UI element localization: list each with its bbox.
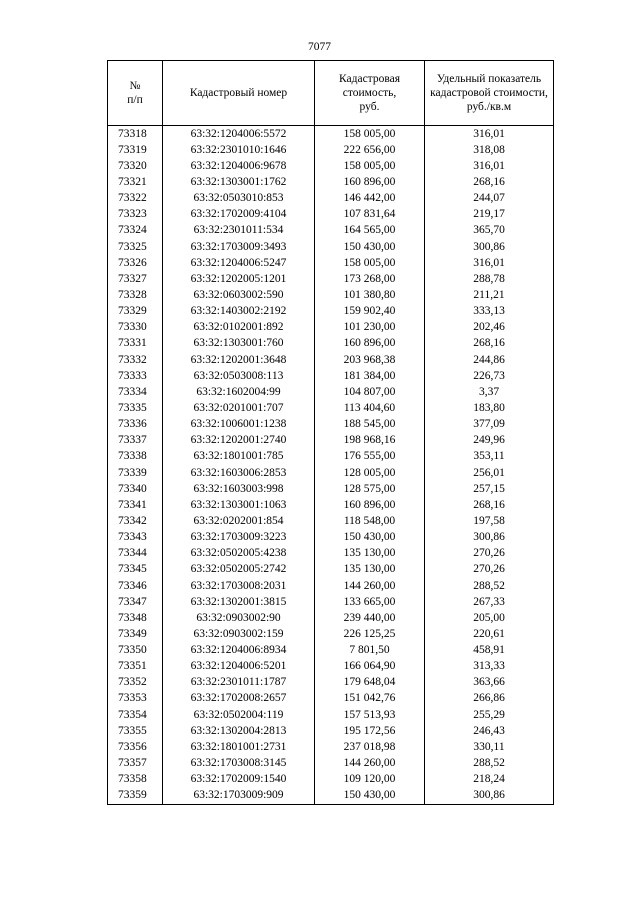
cadastral-cost: 237 018,98 xyxy=(315,739,425,755)
table-row xyxy=(108,191,554,207)
header-specific-cost: Удельный показатель кадастровой стоимости, руб./кв.м xyxy=(425,61,554,126)
cadastral-number: 63:32:2301011:534 xyxy=(163,223,315,239)
table-row xyxy=(108,255,554,271)
cadastral-number: 63:32:1202001:3648 xyxy=(163,352,315,368)
cadastral-number: 63:32:1204006:5201 xyxy=(163,659,315,675)
cadastral-cost: 222 656,00 xyxy=(315,142,425,158)
specific-cost: 318,08 xyxy=(425,142,554,158)
row-number: 73356 xyxy=(108,739,163,755)
row-number: 73354 xyxy=(108,707,163,723)
table-row xyxy=(108,578,554,594)
row-number: 73336 xyxy=(108,417,163,433)
table-row xyxy=(108,626,554,642)
cadastral-cost: 179 648,04 xyxy=(315,675,425,691)
cadastral-number: 63:32:0202001:854 xyxy=(163,513,315,529)
cadastral-number: 63:32:1703009:3223 xyxy=(163,530,315,546)
cadastral-number: 63:32:1703009:909 xyxy=(163,788,315,805)
specific-cost: 244,07 xyxy=(425,191,554,207)
table-row xyxy=(108,546,554,562)
cadastral-cost: 7 801,50 xyxy=(315,643,425,659)
table-row xyxy=(108,287,554,303)
table-header xyxy=(108,61,554,126)
specific-cost: 458,91 xyxy=(425,643,554,659)
specific-cost: 353,11 xyxy=(425,449,554,465)
specific-cost: 300,86 xyxy=(425,530,554,546)
specific-cost: 257,15 xyxy=(425,481,554,497)
cadastral-number: 63:32:0503010:853 xyxy=(163,191,315,207)
specific-cost: 288,52 xyxy=(425,755,554,771)
cadastral-number: 63:32:0102001:892 xyxy=(163,320,315,336)
cadastral-number: 63:32:1702008:2657 xyxy=(163,691,315,707)
cadastral-table xyxy=(107,60,554,805)
table-row xyxy=(108,465,554,481)
row-number: 73329 xyxy=(108,304,163,320)
specific-cost: 330,11 xyxy=(425,739,554,755)
specific-cost: 316,01 xyxy=(425,126,554,143)
specific-cost: 377,09 xyxy=(425,417,554,433)
table-row xyxy=(108,562,554,578)
row-number: 73340 xyxy=(108,481,163,497)
specific-cost: 202,46 xyxy=(425,320,554,336)
row-number: 73346 xyxy=(108,578,163,594)
row-number: 73341 xyxy=(108,497,163,513)
specific-cost: 197,58 xyxy=(425,513,554,529)
table-row xyxy=(108,530,554,546)
specific-cost: 288,52 xyxy=(425,578,554,594)
specific-cost: 267,33 xyxy=(425,594,554,610)
cadastral-cost: 104 807,00 xyxy=(315,384,425,400)
row-number: 73347 xyxy=(108,594,163,610)
specific-cost: 183,80 xyxy=(425,400,554,416)
table-row xyxy=(108,755,554,771)
specific-cost: 246,43 xyxy=(425,723,554,739)
specific-cost: 211,21 xyxy=(425,287,554,303)
table-row xyxy=(108,142,554,158)
row-number: 73357 xyxy=(108,755,163,771)
cadastral-number: 63:32:2301010:1646 xyxy=(163,142,315,158)
table-row xyxy=(108,320,554,336)
cadastral-number: 63:32:1403002:2192 xyxy=(163,304,315,320)
cadastral-number: 63:32:1801001:2731 xyxy=(163,739,315,755)
table-row xyxy=(108,449,554,465)
cadastral-number: 63:32:0502005:4238 xyxy=(163,546,315,562)
cadastral-cost: 158 005,00 xyxy=(315,158,425,174)
specific-cost: 363,66 xyxy=(425,675,554,691)
specific-cost: 244,86 xyxy=(425,352,554,368)
row-number: 73324 xyxy=(108,223,163,239)
cadastral-number: 63:32:2301011:1787 xyxy=(163,675,315,691)
cadastral-number: 63:32:1204006:5572 xyxy=(163,126,315,143)
row-number: 73327 xyxy=(108,271,163,287)
cadastral-cost: 151 042,76 xyxy=(315,691,425,707)
specific-cost: 270,26 xyxy=(425,562,554,578)
table-row xyxy=(108,352,554,368)
cadastral-number: 63:32:1204006:8934 xyxy=(163,643,315,659)
table-row xyxy=(108,368,554,384)
cadastral-cost: 166 064,90 xyxy=(315,659,425,675)
cadastral-cost: 101 380,80 xyxy=(315,287,425,303)
cadastral-cost: 150 430,00 xyxy=(315,239,425,255)
cadastral-number: 63:32:1204006:9678 xyxy=(163,158,315,174)
row-number: 73325 xyxy=(108,239,163,255)
specific-cost: 266,86 xyxy=(425,691,554,707)
table-row xyxy=(108,691,554,707)
row-number: 73330 xyxy=(108,320,163,336)
specific-cost: 333,13 xyxy=(425,304,554,320)
cadastral-cost: 158 005,00 xyxy=(315,126,425,143)
row-number: 73328 xyxy=(108,287,163,303)
specific-cost: 249,96 xyxy=(425,433,554,449)
row-number: 73351 xyxy=(108,659,163,675)
row-number: 73323 xyxy=(108,207,163,223)
cadastral-cost: 144 260,00 xyxy=(315,578,425,594)
cadastral-number: 63:32:1702009:1540 xyxy=(163,772,315,788)
table-row xyxy=(108,158,554,174)
row-number: 73344 xyxy=(108,546,163,562)
row-number: 73319 xyxy=(108,142,163,158)
specific-cost: 256,01 xyxy=(425,465,554,481)
cadastral-cost: 181 384,00 xyxy=(315,368,425,384)
table-row xyxy=(108,723,554,739)
specific-cost: 218,24 xyxy=(425,772,554,788)
table-row xyxy=(108,659,554,675)
cadastral-cost: 164 565,00 xyxy=(315,223,425,239)
cadastral-number: 63:32:0903002:159 xyxy=(163,626,315,642)
cadastral-cost: 203 968,38 xyxy=(315,352,425,368)
specific-cost: 300,86 xyxy=(425,239,554,255)
table-row xyxy=(108,304,554,320)
cadastral-cost: 128 575,00 xyxy=(315,481,425,497)
cadastral-number: 63:32:1006001:1238 xyxy=(163,417,315,433)
cadastral-cost: 188 545,00 xyxy=(315,417,425,433)
row-number: 73355 xyxy=(108,723,163,739)
row-number: 73326 xyxy=(108,255,163,271)
specific-cost: 313,33 xyxy=(425,659,554,675)
table-row xyxy=(108,594,554,610)
table-row xyxy=(108,400,554,416)
cadastral-number: 63:32:1703008:3145 xyxy=(163,755,315,771)
table-row xyxy=(108,417,554,433)
row-number: 73320 xyxy=(108,158,163,174)
table-row xyxy=(108,126,554,143)
table-row xyxy=(108,384,554,400)
row-number: 73332 xyxy=(108,352,163,368)
cadastral-cost: 135 130,00 xyxy=(315,546,425,562)
row-number: 73337 xyxy=(108,433,163,449)
cadastral-number: 63:32:1602004:99 xyxy=(163,384,315,400)
table-row xyxy=(108,675,554,691)
row-number: 73349 xyxy=(108,626,163,642)
cadastral-cost: 150 430,00 xyxy=(315,530,425,546)
row-number: 73353 xyxy=(108,691,163,707)
specific-cost: 205,00 xyxy=(425,610,554,626)
cadastral-number: 63:32:0903002:90 xyxy=(163,610,315,626)
table-row xyxy=(108,239,554,255)
specific-cost: 268,16 xyxy=(425,497,554,513)
specific-cost: 226,73 xyxy=(425,368,554,384)
row-number: 73321 xyxy=(108,174,163,190)
table-row xyxy=(108,610,554,626)
cadastral-cost: 160 896,00 xyxy=(315,336,425,352)
cadastral-number: 63:32:0603002:590 xyxy=(163,287,315,303)
cadastral-cost: 113 404,60 xyxy=(315,400,425,416)
specific-cost: 3,37 xyxy=(425,384,554,400)
cadastral-number: 63:32:1202005:1201 xyxy=(163,271,315,287)
table-row xyxy=(108,497,554,513)
cadastral-number: 63:32:0201001:707 xyxy=(163,400,315,416)
cadastral-cost: 135 130,00 xyxy=(315,562,425,578)
cadastral-number: 63:32:0502005:2742 xyxy=(163,562,315,578)
table-row xyxy=(108,223,554,239)
table-row xyxy=(108,207,554,223)
row-number: 73333 xyxy=(108,368,163,384)
cadastral-number: 63:32:1603006:2853 xyxy=(163,465,315,481)
cadastral-cost: 118 548,00 xyxy=(315,513,425,529)
table-row xyxy=(108,739,554,755)
cadastral-cost: 133 665,00 xyxy=(315,594,425,610)
cadastral-cost: 160 896,00 xyxy=(315,497,425,513)
table-row xyxy=(108,336,554,352)
table-row xyxy=(108,772,554,788)
cadastral-cost: 101 230,00 xyxy=(315,320,425,336)
row-number: 73335 xyxy=(108,400,163,416)
row-number: 73339 xyxy=(108,465,163,481)
cadastral-cost: 146 442,00 xyxy=(315,191,425,207)
table-row xyxy=(108,513,554,529)
cadastral-cost: 157 513,93 xyxy=(315,707,425,723)
specific-cost: 288,78 xyxy=(425,271,554,287)
header-cadastral-cost: Кадастровая стоимость, руб. xyxy=(315,61,425,126)
page-number: 7077 xyxy=(308,41,331,53)
table-row xyxy=(108,481,554,497)
table-row xyxy=(108,788,554,805)
cadastral-cost: 176 555,00 xyxy=(315,449,425,465)
cadastral-number: 63:32:1302001:3815 xyxy=(163,594,315,610)
cadastral-cost: 107 831,64 xyxy=(315,207,425,223)
cadastral-cost: 144 260,00 xyxy=(315,755,425,771)
row-number: 73350 xyxy=(108,643,163,659)
row-number: 73359 xyxy=(108,788,163,805)
cadastral-cost: 158 005,00 xyxy=(315,255,425,271)
row-number: 73318 xyxy=(108,126,163,143)
row-number: 73358 xyxy=(108,772,163,788)
cadastral-cost: 239 440,00 xyxy=(315,610,425,626)
cadastral-cost: 128 005,00 xyxy=(315,465,425,481)
table-row xyxy=(108,707,554,723)
specific-cost: 365,70 xyxy=(425,223,554,239)
cadastral-number: 63:32:1302004:2813 xyxy=(163,723,315,739)
cadastral-number: 63:32:0503008:113 xyxy=(163,368,315,384)
cadastral-number: 63:32:1202001:2740 xyxy=(163,433,315,449)
specific-cost: 316,01 xyxy=(425,158,554,174)
cadastral-number: 63:32:1703008:2031 xyxy=(163,578,315,594)
row-number: 73343 xyxy=(108,530,163,546)
cadastral-cost: 150 430,00 xyxy=(315,788,425,805)
cadastral-number: 63:32:1303001:1762 xyxy=(163,174,315,190)
table-row xyxy=(108,174,554,190)
specific-cost: 219,17 xyxy=(425,207,554,223)
cadastral-cost: 109 120,00 xyxy=(315,772,425,788)
cadastral-number: 63:32:1204006:5247 xyxy=(163,255,315,271)
table-row xyxy=(108,433,554,449)
header-cadastral-number: Кадастровый номер xyxy=(163,61,315,126)
specific-cost: 270,26 xyxy=(425,546,554,562)
cadastral-number: 63:32:1603003:998 xyxy=(163,481,315,497)
row-number: 73342 xyxy=(108,513,163,529)
cadastral-number: 63:32:1702009:4104 xyxy=(163,207,315,223)
row-number: 73348 xyxy=(108,610,163,626)
cadastral-cost: 173 268,00 xyxy=(315,271,425,287)
cadastral-cost: 160 896,00 xyxy=(315,174,425,190)
specific-cost: 300,86 xyxy=(425,788,554,805)
cadastral-cost: 195 172,56 xyxy=(315,723,425,739)
cadastral-number: 63:32:1703009:3493 xyxy=(163,239,315,255)
specific-cost: 220,61 xyxy=(425,626,554,642)
table-body xyxy=(108,126,554,805)
table-row xyxy=(108,271,554,287)
specific-cost: 255,29 xyxy=(425,707,554,723)
row-number: 73331 xyxy=(108,336,163,352)
header-row-number: № п/п xyxy=(108,61,163,126)
cadastral-number: 63:32:1303001:760 xyxy=(163,336,315,352)
specific-cost: 316,01 xyxy=(425,255,554,271)
row-number: 73334 xyxy=(108,384,163,400)
cadastral-cost: 226 125,25 xyxy=(315,626,425,642)
cadastral-number: 63:32:1801001:785 xyxy=(163,449,315,465)
specific-cost: 268,16 xyxy=(425,336,554,352)
row-number: 73322 xyxy=(108,191,163,207)
row-number: 73352 xyxy=(108,675,163,691)
row-number: 73345 xyxy=(108,562,163,578)
cadastral-cost: 198 968,16 xyxy=(315,433,425,449)
table-row xyxy=(108,643,554,659)
row-number: 73338 xyxy=(108,449,163,465)
cadastral-number: 63:32:1303001:1063 xyxy=(163,497,315,513)
specific-cost: 268,16 xyxy=(425,174,554,190)
cadastral-cost: 159 902,40 xyxy=(315,304,425,320)
cadastral-number: 63:32:0502004:119 xyxy=(163,707,315,723)
